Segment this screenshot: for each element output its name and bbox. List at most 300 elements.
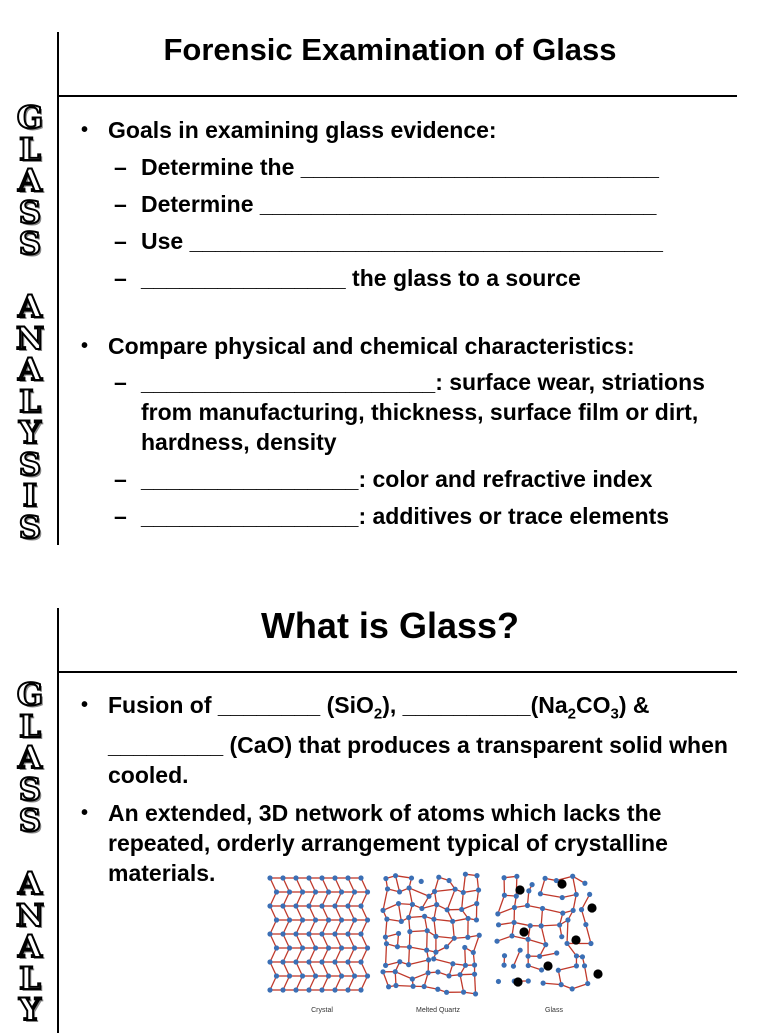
side-letter: S bbox=[6, 513, 54, 545]
atom bbox=[332, 931, 337, 936]
bond bbox=[409, 947, 426, 950]
fusion-text: ), __________(Na bbox=[382, 692, 567, 718]
atom bbox=[422, 914, 427, 919]
atom bbox=[383, 934, 388, 939]
slide-title: What is Glass? bbox=[60, 604, 720, 648]
goal-item: – Use _____________________________________ bbox=[78, 226, 758, 256]
compare-text: _________________: color and refractive index bbox=[141, 466, 652, 492]
atom bbox=[280, 959, 285, 964]
atom bbox=[306, 987, 311, 992]
atom bbox=[473, 991, 478, 996]
atom bbox=[326, 889, 331, 894]
atom bbox=[528, 923, 533, 928]
atom bbox=[300, 889, 305, 894]
atom bbox=[435, 969, 440, 974]
bond bbox=[543, 908, 563, 913]
compare-item: – _______________________: surface wear, striations from manufacturing, thickness, surface film or dirt, hardness, density bbox=[78, 367, 758, 457]
atom bbox=[461, 890, 466, 895]
bond bbox=[528, 939, 546, 944]
atom bbox=[358, 875, 363, 880]
side-letter: N bbox=[6, 324, 54, 356]
modifier-ion bbox=[557, 879, 566, 888]
atom bbox=[474, 901, 479, 906]
atom bbox=[332, 875, 337, 880]
atom bbox=[293, 903, 298, 908]
atom bbox=[570, 986, 575, 991]
atom bbox=[267, 903, 272, 908]
atom bbox=[495, 911, 500, 916]
atom bbox=[293, 959, 298, 964]
atom bbox=[326, 973, 331, 978]
bond bbox=[447, 889, 455, 910]
atom bbox=[543, 942, 548, 947]
atom bbox=[345, 931, 350, 936]
atom bbox=[358, 987, 363, 992]
atom bbox=[525, 937, 530, 942]
atom bbox=[358, 959, 363, 964]
atom bbox=[434, 902, 439, 907]
atom bbox=[280, 903, 285, 908]
atom bbox=[459, 907, 464, 912]
atom bbox=[424, 948, 429, 953]
atom bbox=[411, 984, 416, 989]
atom bbox=[345, 875, 350, 880]
atom bbox=[435, 987, 440, 992]
atom bbox=[588, 941, 593, 946]
atom bbox=[433, 950, 438, 955]
atom bbox=[274, 889, 279, 894]
atom bbox=[559, 934, 564, 939]
side-letter: L bbox=[6, 712, 54, 744]
atom bbox=[446, 973, 451, 978]
bond bbox=[567, 920, 568, 943]
side-label-glass-analysis bbox=[6, 103, 54, 544]
atom bbox=[397, 959, 402, 964]
atom bbox=[293, 875, 298, 880]
bullet-fusion bbox=[78, 690, 738, 790]
atom bbox=[345, 959, 350, 964]
atom bbox=[332, 959, 337, 964]
atom bbox=[306, 931, 311, 936]
bond bbox=[399, 904, 402, 922]
goal-text: Determine the ____________________________ bbox=[141, 154, 659, 180]
side-letter: S bbox=[6, 806, 54, 838]
atom bbox=[395, 944, 400, 949]
slide-body bbox=[78, 115, 758, 531]
bond bbox=[436, 936, 454, 938]
atom bbox=[410, 902, 415, 907]
atom bbox=[525, 903, 530, 908]
compare-text: _______________________: surface wear, striations from manufacturing, thickness, surface film or dirt, hardness, density bbox=[141, 369, 705, 455]
modifier-ion bbox=[543, 961, 552, 970]
atom bbox=[319, 959, 324, 964]
slide-title: Forensic Examination of Glass bbox=[60, 30, 720, 70]
atom bbox=[352, 917, 357, 922]
atom bbox=[393, 873, 398, 878]
atom bbox=[384, 941, 389, 946]
atom bbox=[496, 922, 501, 927]
atom bbox=[554, 950, 559, 955]
bond bbox=[540, 953, 557, 956]
side-letter: N bbox=[6, 901, 54, 933]
atom bbox=[450, 961, 455, 966]
atom bbox=[564, 941, 569, 946]
atom bbox=[313, 917, 318, 922]
atom bbox=[571, 908, 576, 913]
figure-label: Melted Quartz bbox=[416, 1007, 460, 1014]
atom bbox=[358, 903, 363, 908]
atom bbox=[267, 987, 272, 992]
atom bbox=[560, 895, 565, 900]
atom bbox=[526, 978, 531, 983]
subscript: 2 bbox=[374, 706, 382, 723]
atom bbox=[501, 963, 506, 968]
title-divider-vertical bbox=[57, 608, 59, 672]
atom bbox=[557, 922, 562, 927]
subscript: 2 bbox=[568, 706, 576, 723]
atom bbox=[509, 933, 514, 938]
atom bbox=[579, 907, 584, 912]
atom bbox=[529, 882, 534, 887]
glass-structure-figure bbox=[262, 870, 610, 1014]
atom bbox=[556, 968, 561, 973]
atom bbox=[431, 956, 436, 961]
atom bbox=[526, 888, 531, 893]
atom bbox=[352, 973, 357, 978]
bond bbox=[473, 935, 479, 952]
atom bbox=[570, 874, 575, 879]
atom bbox=[393, 969, 398, 974]
bond bbox=[409, 888, 429, 896]
atom bbox=[433, 934, 438, 939]
bond bbox=[434, 959, 453, 964]
bond bbox=[586, 925, 591, 944]
atom bbox=[587, 892, 592, 897]
atom bbox=[457, 972, 462, 977]
atom bbox=[397, 889, 402, 894]
side-letter: L bbox=[6, 387, 54, 419]
side-letter: S bbox=[6, 450, 54, 482]
atom bbox=[537, 954, 542, 959]
atom bbox=[319, 903, 324, 908]
atom bbox=[384, 917, 389, 922]
atom bbox=[450, 919, 455, 924]
atom bbox=[463, 963, 468, 968]
bullet-goals: • Goals in examining glass evidence: bbox=[78, 115, 758, 145]
atom bbox=[326, 917, 331, 922]
title-divider-horizontal bbox=[57, 95, 737, 97]
bond bbox=[543, 983, 561, 984]
atom bbox=[406, 962, 411, 967]
atom bbox=[319, 931, 324, 936]
atom bbox=[280, 875, 285, 880]
side-letter: A bbox=[6, 932, 54, 964]
goal-text: Use _____________________________________ bbox=[141, 228, 663, 254]
content-divider-vertical bbox=[57, 97, 59, 545]
atom bbox=[461, 990, 466, 995]
atom bbox=[399, 919, 404, 924]
atom bbox=[407, 929, 412, 934]
atom bbox=[419, 906, 424, 911]
atom bbox=[538, 891, 543, 896]
side-letter: A bbox=[6, 869, 54, 901]
atom bbox=[583, 922, 588, 927]
atom bbox=[386, 984, 391, 989]
bond bbox=[460, 975, 463, 992]
bond bbox=[434, 919, 453, 921]
atom bbox=[352, 889, 357, 894]
atom bbox=[313, 945, 318, 950]
atom bbox=[280, 931, 285, 936]
atom bbox=[306, 903, 311, 908]
atom bbox=[422, 984, 427, 989]
title-divider-vertical bbox=[57, 32, 59, 96]
bond bbox=[409, 960, 429, 965]
bond bbox=[541, 926, 546, 945]
atom bbox=[339, 945, 344, 950]
atom bbox=[332, 987, 337, 992]
atom bbox=[541, 981, 546, 986]
atom bbox=[477, 933, 482, 938]
goal-item: – Determine _______________________________ bbox=[78, 189, 758, 219]
atom bbox=[365, 917, 370, 922]
compare-text: _________________: additives or trace elements bbox=[141, 503, 669, 529]
title-divider-horizontal bbox=[57, 671, 737, 673]
atom bbox=[396, 901, 401, 906]
atom bbox=[407, 944, 412, 949]
atom bbox=[582, 963, 587, 968]
atom bbox=[585, 981, 590, 986]
atom bbox=[560, 911, 565, 916]
bond bbox=[585, 966, 588, 984]
atom bbox=[383, 963, 388, 968]
bond bbox=[410, 931, 427, 932]
atom bbox=[502, 893, 507, 898]
atom bbox=[267, 875, 272, 880]
figure-label: Crystal bbox=[311, 1007, 333, 1014]
side-letter: Y bbox=[6, 995, 54, 1027]
bond bbox=[465, 947, 466, 965]
atom bbox=[410, 976, 415, 981]
goal-text: ________________ the glass to a source bbox=[141, 265, 581, 291]
atom bbox=[444, 990, 449, 995]
bond bbox=[463, 874, 465, 892]
atom bbox=[365, 973, 370, 978]
fusion-text: CO bbox=[576, 692, 611, 718]
atom bbox=[365, 945, 370, 950]
atom bbox=[280, 987, 285, 992]
atom bbox=[432, 889, 437, 894]
atom bbox=[274, 917, 279, 922]
atom bbox=[511, 920, 516, 925]
atom bbox=[574, 963, 579, 968]
atom bbox=[345, 903, 350, 908]
slide-body bbox=[78, 690, 738, 888]
side-letter: L bbox=[6, 964, 54, 996]
atom bbox=[352, 945, 357, 950]
compare-item: – _________________: color and refractive index bbox=[78, 464, 758, 494]
atom bbox=[326, 945, 331, 950]
slide-what-is-glass bbox=[0, 590, 768, 1024]
compare-item: – _________________: additives or trace elements bbox=[78, 501, 758, 531]
bond bbox=[386, 944, 387, 966]
bond bbox=[409, 947, 410, 965]
atom bbox=[525, 954, 530, 959]
atom bbox=[474, 917, 479, 922]
side-letter: S bbox=[6, 775, 54, 807]
side-letter: G bbox=[6, 680, 54, 712]
atom bbox=[465, 935, 470, 940]
atom bbox=[472, 972, 477, 977]
atom bbox=[300, 945, 305, 950]
atom bbox=[539, 967, 544, 972]
modifier-ion bbox=[515, 885, 524, 894]
side-letter: Y bbox=[6, 418, 54, 450]
side-letter: A bbox=[6, 292, 54, 324]
atom bbox=[540, 906, 545, 911]
side-letter-gap bbox=[6, 838, 54, 870]
atom bbox=[582, 881, 587, 886]
atom bbox=[267, 931, 272, 936]
atom bbox=[293, 987, 298, 992]
atom bbox=[425, 970, 430, 975]
side-letter: S bbox=[6, 229, 54, 261]
modifier-ion bbox=[571, 935, 580, 944]
atom bbox=[332, 903, 337, 908]
side-letter: A bbox=[6, 166, 54, 198]
atom bbox=[462, 945, 467, 950]
atom bbox=[380, 908, 385, 913]
atom bbox=[474, 873, 479, 878]
goal-text: Determine _______________________________ bbox=[141, 191, 656, 217]
bond bbox=[475, 974, 476, 994]
atom bbox=[383, 876, 388, 881]
goal-item: – Determine the ____________________________ bbox=[78, 152, 758, 182]
atom bbox=[293, 931, 298, 936]
atom bbox=[267, 959, 272, 964]
atom bbox=[313, 973, 318, 978]
atom bbox=[446, 878, 451, 883]
atom bbox=[339, 917, 344, 922]
goal-item: – ________________ the glass to a source bbox=[78, 263, 758, 293]
bond bbox=[540, 894, 562, 898]
atom bbox=[580, 954, 585, 959]
side-label-glass-analysis bbox=[6, 680, 54, 1027]
atom bbox=[396, 931, 401, 936]
atom bbox=[300, 973, 305, 978]
subscript: 3 bbox=[610, 706, 618, 723]
modifier-ion bbox=[593, 969, 602, 978]
figure-label: Glass bbox=[545, 1007, 563, 1014]
atom bbox=[319, 875, 324, 880]
bond bbox=[558, 966, 576, 970]
atom bbox=[287, 917, 292, 922]
atom bbox=[518, 948, 523, 953]
atom bbox=[365, 889, 370, 894]
atom bbox=[287, 889, 292, 894]
side-letter: A bbox=[6, 743, 54, 775]
side-letter: S bbox=[6, 198, 54, 230]
modifier-ion bbox=[513, 977, 522, 986]
bond bbox=[541, 925, 559, 926]
atom bbox=[496, 979, 501, 984]
atom bbox=[574, 953, 579, 958]
side-letter: G bbox=[6, 103, 54, 135]
atom bbox=[436, 875, 441, 880]
bond bbox=[573, 876, 577, 894]
bond bbox=[435, 889, 456, 891]
atom bbox=[472, 962, 477, 967]
atom bbox=[425, 928, 430, 933]
atom bbox=[453, 887, 458, 892]
atom bbox=[426, 957, 431, 962]
bond bbox=[395, 972, 412, 979]
atom bbox=[274, 973, 279, 978]
atom bbox=[501, 875, 506, 880]
bullet-network: • An extended, 3D network of atoms which lacks the repeated, orderly arrangement typical of crystalline materials. bbox=[78, 798, 738, 888]
atom bbox=[512, 905, 517, 910]
atom bbox=[380, 969, 385, 974]
atom bbox=[542, 876, 547, 881]
atom bbox=[319, 987, 324, 992]
atom bbox=[419, 879, 424, 884]
atom bbox=[526, 963, 531, 968]
atom bbox=[514, 894, 519, 899]
atom bbox=[502, 953, 507, 958]
atom bbox=[494, 939, 499, 944]
bond bbox=[383, 889, 388, 910]
atom bbox=[406, 885, 411, 890]
side-letter: A bbox=[6, 355, 54, 387]
atom bbox=[339, 889, 344, 894]
atom bbox=[358, 931, 363, 936]
content-divider-vertical bbox=[57, 673, 59, 1033]
atom bbox=[452, 936, 457, 941]
atom bbox=[514, 874, 519, 879]
side-letter: L bbox=[6, 135, 54, 167]
atom bbox=[465, 916, 470, 921]
atom bbox=[306, 959, 311, 964]
atom bbox=[287, 973, 292, 978]
atom bbox=[313, 889, 318, 894]
atom bbox=[426, 894, 431, 899]
atom bbox=[300, 917, 305, 922]
atom bbox=[565, 917, 570, 922]
fusion-text: Fusion of ________ (SiO bbox=[108, 692, 374, 718]
atom bbox=[431, 917, 436, 922]
atom bbox=[463, 872, 468, 877]
atom bbox=[409, 875, 414, 880]
atom bbox=[539, 923, 544, 928]
modifier-ion bbox=[587, 903, 596, 912]
atom bbox=[406, 915, 411, 920]
atom bbox=[345, 987, 350, 992]
modifier-ion bbox=[519, 927, 528, 936]
atom bbox=[476, 887, 481, 892]
bond bbox=[427, 931, 428, 950]
bond bbox=[513, 950, 520, 966]
atom bbox=[339, 973, 344, 978]
atom bbox=[471, 950, 476, 955]
atom bbox=[559, 982, 564, 987]
atom bbox=[445, 907, 450, 912]
atom bbox=[287, 945, 292, 950]
fusion-text: ) & _________ (CaO) that produces a transparent solid when cooled. bbox=[108, 692, 728, 788]
side-letter: I bbox=[6, 481, 54, 513]
side-letter-gap bbox=[6, 261, 54, 293]
atom bbox=[574, 892, 579, 897]
atom bbox=[444, 944, 449, 949]
